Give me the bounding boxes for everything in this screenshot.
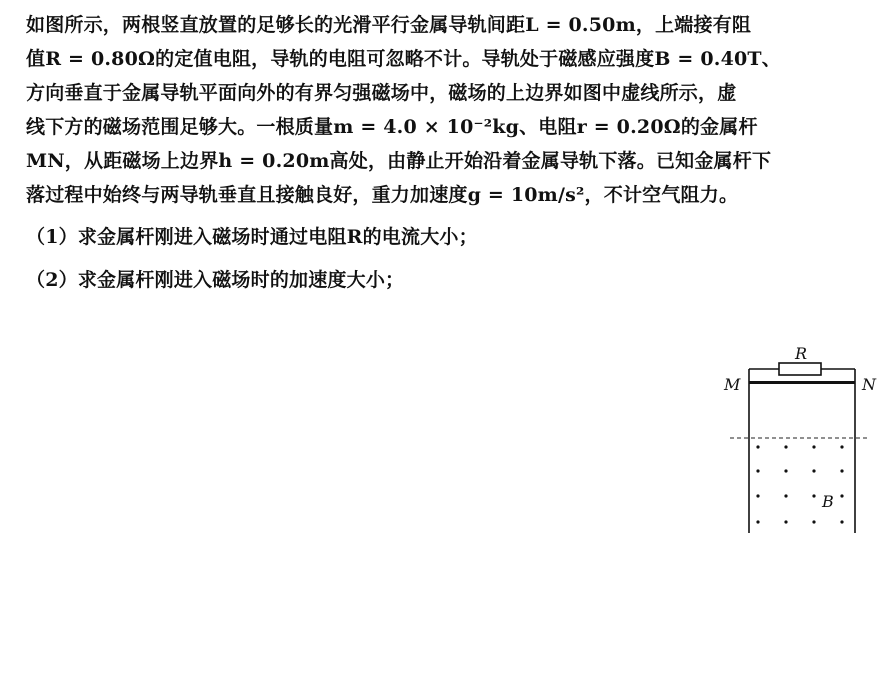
question-1: （1）求金属杆刚进入磁场时通过电阻R的电流大小； <box>26 226 478 248</box>
problem-line-2: 值R = 0.80Ω的定值电阻，导轨的电阻可忽略不计。导轨处于磁感应强度B = 0.40T、 <box>26 48 781 70</box>
problem-line-5: MN，从距磁场上边界h = 0.20m高处，由静止开始沿着金属导轨下落。已知金属杆下 <box>26 150 772 172</box>
field-dot <box>812 520 815 523</box>
magnetic-field-dots <box>756 445 843 523</box>
field-dot <box>840 494 843 497</box>
field-dot <box>812 469 815 472</box>
rod-label-N: N <box>862 375 876 394</box>
field-dot <box>812 445 815 448</box>
field-dot <box>840 520 843 523</box>
rail-magnetic-field-diagram <box>718 340 888 540</box>
field-dot <box>756 520 759 523</box>
field-dot <box>784 469 787 472</box>
field-dot <box>840 469 843 472</box>
question-2: （2）求金属杆刚进入磁场时的加速度大小； <box>26 269 405 291</box>
field-dot <box>784 520 787 523</box>
problem-line-4: 线下方的磁场范围足够大。一根质量m = 4.0 × 10⁻²kg、电阻r = 0.20Ω的金属杆 <box>26 116 758 138</box>
field-dot <box>812 494 815 497</box>
rod-label-M: M <box>724 375 741 394</box>
problem-line-1: 如图所示，两根竖直放置的足够长的光滑平行金属导轨间距L = 0.50m，上端接有阻 <box>26 14 752 36</box>
problem-line-6: 落过程中始终与两导轨垂直且接触良好，重力加速度g = 10m/s²，不计空气阻力。 <box>26 184 739 206</box>
resistor-label: R <box>795 344 808 363</box>
field-dot <box>756 445 759 448</box>
field-label-B: B <box>822 492 834 511</box>
problem-line-3: 方向垂直于金属导轨平面向外的有界匀强磁场中，磁场的上边界如图中虚线所示，虚 <box>26 82 737 104</box>
field-dot <box>784 445 787 448</box>
field-dot <box>784 494 787 497</box>
field-dot <box>756 469 759 472</box>
metal-rod-MN <box>749 381 855 384</box>
field-dot <box>840 445 843 448</box>
resistor-R <box>779 363 821 375</box>
field-dot <box>756 494 759 497</box>
problem-text <box>26 8 878 297</box>
